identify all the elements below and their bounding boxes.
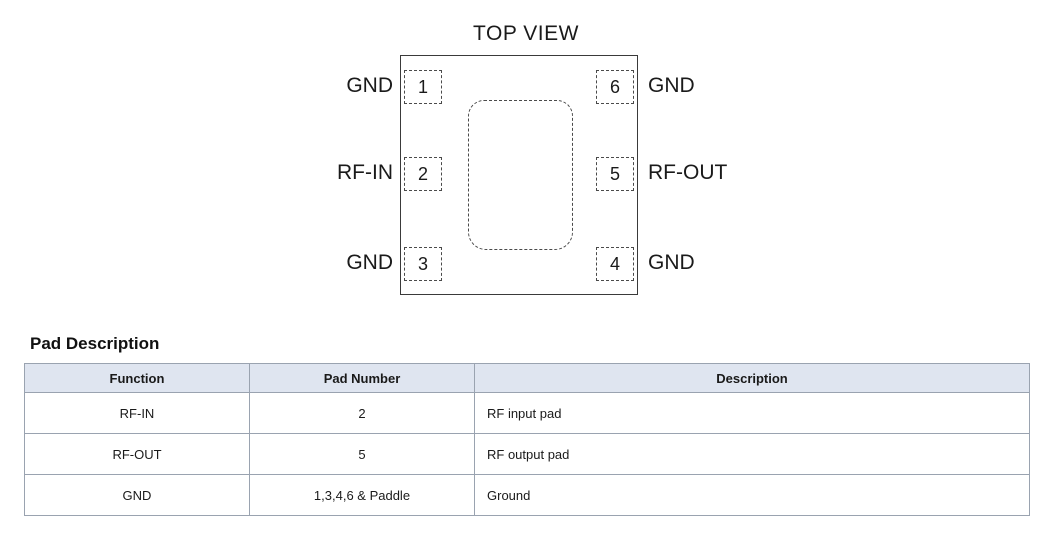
pad-description-title: Pad Description — [30, 334, 160, 353]
pad-1: 1 — [404, 70, 442, 104]
column-header-pad-number: Pad Number — [250, 364, 475, 393]
column-header-description: Description — [475, 364, 1030, 393]
pad-2: 2 — [404, 157, 442, 191]
diagram-title: TOP VIEW — [473, 22, 579, 45]
cell-function: RF-IN — [25, 393, 250, 434]
pad-label-1: GND — [346, 74, 393, 97]
column-header-function: Function — [25, 364, 250, 393]
pad-label-6: GND — [648, 74, 695, 97]
pad-4: 4 — [596, 247, 634, 281]
cell-description: RF input pad — [475, 393, 1030, 434]
cell-description: RF output pad — [475, 434, 1030, 475]
table-row — [25, 434, 1030, 475]
pad-label-5: RF-OUT — [648, 161, 728, 184]
cell-function: GND — [25, 475, 250, 516]
cell-function: RF-OUT — [25, 434, 250, 475]
pad-6: 6 — [596, 70, 634, 104]
pad-description-table — [24, 363, 1030, 516]
paddle-outline-icon — [468, 100, 573, 250]
pad-label-3: GND — [346, 251, 393, 274]
cell-pad-number: 5 — [250, 434, 475, 475]
table-header-row — [25, 364, 1030, 393]
pad-label-4: GND — [648, 251, 695, 274]
cell-description: Ground — [475, 475, 1030, 516]
pad-3: 3 — [404, 247, 442, 281]
table-row — [25, 393, 1030, 434]
table-row — [25, 475, 1030, 516]
pad-label-2: RF-IN — [337, 161, 393, 184]
cell-pad-number: 1,3,4,6 & Paddle — [250, 475, 475, 516]
cell-pad-number: 2 — [250, 393, 475, 434]
pad-description-table-wrap — [24, 363, 1030, 516]
pad-5: 5 — [596, 157, 634, 191]
